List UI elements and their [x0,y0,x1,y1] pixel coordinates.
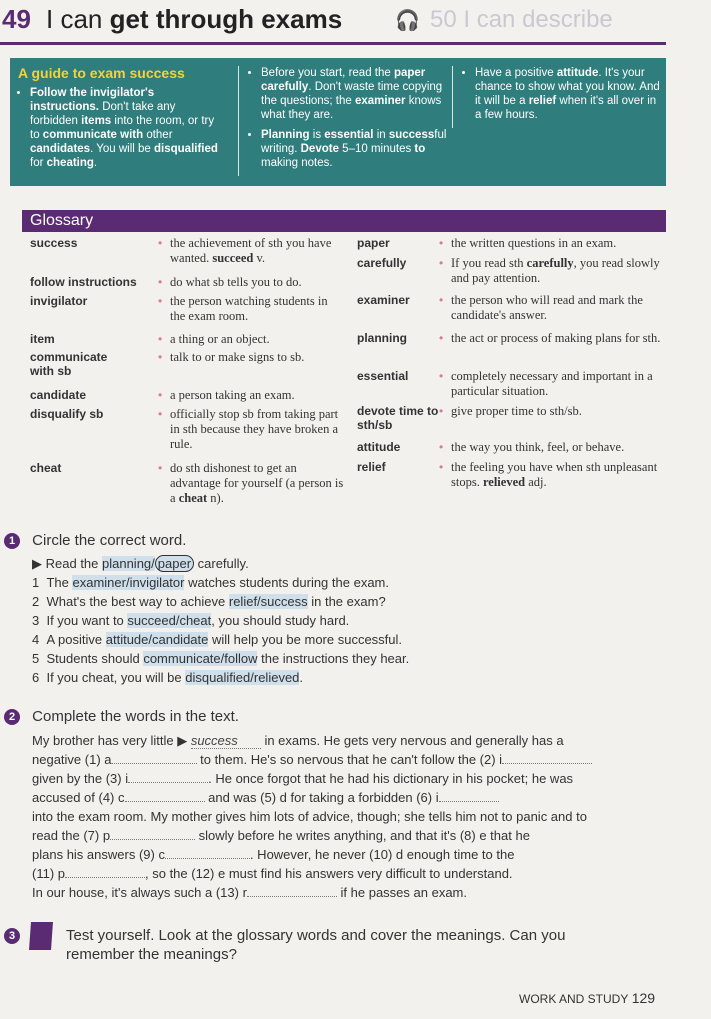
text-line: In our house, it's always such a (13) r if he passes an exam. [32,885,467,900]
tip-item: • Planning is essential in successful writing. Devote 5–10 minutes to making notes. [261,128,447,170]
exercise-2-text [32,733,672,904]
tips-column-2 [238,66,447,176]
headphones-icon[interactable]: 🎧 [395,10,420,32]
text-line: read the (7) p slowly before he writes anything, and that it's (8) e that he [32,828,530,843]
answer-choice[interactable]: communicate/follow [143,651,258,666]
fill-blank[interactable] [110,839,195,840]
text-line: negative (1) a to them. He's so nervous that he can't follow the (2) i [32,752,672,771]
fill-blank[interactable] [65,877,145,878]
exam-tips-box [10,58,666,186]
tips-column-3 [452,66,663,128]
fill-blank[interactable] [112,763,197,764]
answer-choice[interactable]: examiner/invigilator [72,575,185,590]
exercise-3-heading: 3 Test yourself. Look at the glossary words and cover the meanings. Can you remember the meanings? [4,922,644,950]
test-yourself-marker [29,922,53,950]
text-line: (11) p , so the (12) e must find his answers very difficult to understand. [32,866,513,881]
exercise-2-heading: 2 Complete the words in the text. [4,708,239,725]
exercise-item: 3 If you want to succeed/cheat, you should study hard. [32,613,350,628]
play-arrow-icon: ▶ [32,556,42,571]
answer-choice[interactable]: succeed/cheat [127,613,212,628]
text-line: My brother has very little ▶ success in exams. He gets very nervous and generally has a [32,733,564,748]
exercise-1-example: ▶ Read the planning/ paper carefully. [32,556,249,571]
fill-blank[interactable] [247,896,337,897]
header-rule [0,42,666,45]
glossary-header: Glossary [22,210,666,232]
tips-heading: A guide to exam success [18,65,185,81]
answer-choice[interactable]: disqualified/relieved [185,670,300,685]
text-line: into the exam room. My mother gives him lots of advice, though; she tells him not to panic and to [32,809,587,824]
answer-choice[interactable]: attitude/candidate [105,632,209,647]
tip-item: • Have a positive attitude. It's your chance to show what you know. And it will be a relief when it's all over in a few hours. [475,66,663,122]
ghost-title-bleedthrough: 50 I can describe [430,6,613,33]
fill-blank[interactable] [439,801,499,802]
exercise-item: 2 What's the best way to achieve relief/success in the exam? [32,594,386,609]
text-line: accused of (4) c and was (5) d for taking a forbidden (6) i [32,790,672,809]
exercise-number-badge: 1 [4,533,20,549]
text-line: plans his answers (9) c . However, he never (10) d enough time to the [32,847,515,862]
circled-answer: paper [155,555,194,572]
example-answer: success [191,733,261,749]
answer-choice[interactable]: relief/success [228,594,308,609]
fill-blank[interactable] [128,782,208,783]
exercise-item: 5 Students should communicate/follow the instructions they hear. [32,651,410,666]
exercise-item: 6 If you cheat, you will be disqualified/relieved. [32,670,304,685]
fill-blank[interactable] [502,763,592,764]
tips-column-1 [18,66,218,176]
unit-number: 49 [2,4,31,34]
exercise-number-badge: 2 [4,709,20,725]
fill-blank[interactable] [125,801,205,802]
text-line: given by the (3) i . He once forgot that he had his dictionary in his pocket; he was [32,771,574,786]
exercise-item: 4 A positive attitude/candidate will help you be more successful. [32,632,403,647]
tip-item: • Before you start, read the paper carefully. Don't waste time copying the questions; the examiner knows what they are. [261,66,447,122]
exercise-1-heading: 1 Circle the correct word. [4,532,186,549]
tip-item: • Follow the invigilator's instructions. Don't take any forbidden items into the room, or try to communicate with other candidates. You will be disqualified for cheating. [30,86,218,170]
exercise-number-badge: 3 [4,928,20,944]
page-footer: WORK AND STUDY 129 [519,990,656,1006]
page-header [0,0,711,44]
page-title: I can get through exams [46,4,343,34]
fill-blank[interactable] [165,858,250,859]
exercise-item: 1 The examiner/invigilator watches students during the exam. [32,575,389,590]
